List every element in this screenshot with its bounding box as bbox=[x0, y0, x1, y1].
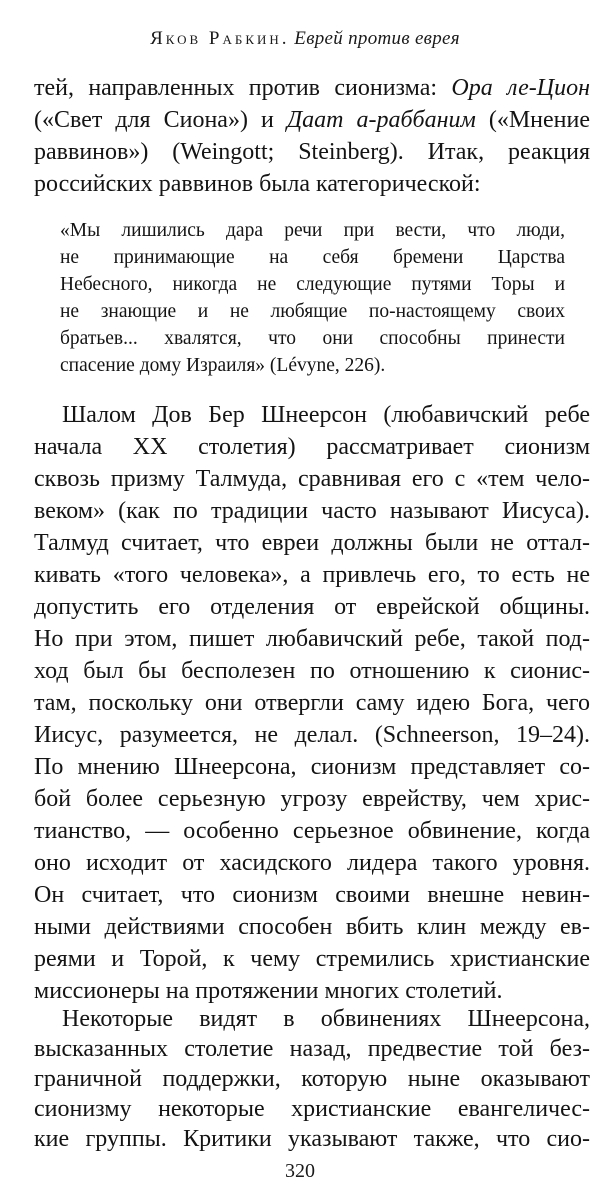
text-line: Иисус, разумеется, не делал. (Schneerson, 19–24). bbox=[34, 722, 590, 748]
text-line: там, поскольку они отвергли саму идею Бога, чего bbox=[34, 690, 590, 716]
italic-title: Даат а-раббаним bbox=[286, 107, 476, 133]
text-line: начала XX столетия) рассматривает сионизм bbox=[34, 434, 590, 460]
quote-line: Небесного, никогда не следующие путями Торы и bbox=[60, 274, 565, 295]
text-line: оно исходит от хасидского лидера такого уровня. bbox=[34, 850, 590, 876]
text-line: ход был бы бесполезен по отношению к сионис- bbox=[34, 658, 590, 684]
italic-title: Ора ле-Цион bbox=[451, 75, 590, 101]
text-line: Но при этом, пишет любавичский ребе, такой под- bbox=[34, 626, 590, 652]
quote-line: спасение дому Израиля» (Lévyne, 226). bbox=[60, 355, 386, 376]
running-head bbox=[26, 26, 584, 52]
text-line: миссионеры на протяжении многих столетий. bbox=[34, 978, 503, 1004]
page-number: 320 bbox=[285, 1160, 315, 1182]
text-line: кие группы. Критики указывают также, что сио- bbox=[34, 1126, 590, 1152]
text-line: допустить его отделения от еврейской общины. bbox=[34, 594, 590, 620]
text-line: сквозь призму Талмуда, сравнивая его с «тем чело- bbox=[34, 466, 590, 492]
text-line: («Свет для Сиона») и Даат а-раббаним («Мнение bbox=[34, 107, 590, 133]
text-line: российских раввинов была категорической: bbox=[34, 171, 481, 197]
text-line: тианство, — особенно серьезное обвинение, когда bbox=[34, 818, 590, 844]
quote-line: «Мы лишились дара речи при вести, что люди, bbox=[60, 220, 565, 241]
quote-line: братьев... хвалятся, что они способны принести bbox=[60, 328, 565, 349]
text-line: Некоторые видят в обвинениях Шнеерсона, bbox=[62, 1006, 590, 1032]
text-line: сионизму некоторые христианские евангеличес- bbox=[34, 1096, 590, 1122]
text-line: высказанных столетие назад, предвестие той без- bbox=[34, 1036, 590, 1062]
text-line: кивать «того человека», а привлечь его, то есть не bbox=[34, 562, 590, 588]
header-title: Еврей против еврея bbox=[294, 28, 460, 49]
text-line: ными действиями способен вбить клин между ев- bbox=[34, 914, 590, 940]
text-line: Талмуд считает, что евреи должны были не оттал- bbox=[34, 530, 590, 556]
text-line: По мнению Шнеерсона, сионизм представляет со- bbox=[34, 754, 590, 780]
text-line: раввинов») (Weingott; Steinberg). Итак, реакция bbox=[34, 139, 590, 165]
text-line: Он считает, что сионизм своими внешне невин- bbox=[34, 882, 590, 908]
header-author: Яков Рабкин. bbox=[150, 28, 290, 49]
text-line: Шалом Дов Бер Шнеерсон (любавичский ребе bbox=[62, 402, 590, 428]
text-line: бой более серьезную угрозу еврейству, чем хрис- bbox=[34, 786, 590, 812]
text-line: реями и Торой, к чему стремились христианские bbox=[34, 946, 590, 972]
quote-line: не знающие и не любящие по-настоящему своих bbox=[60, 301, 565, 322]
text-line: веком» (как по традиции часто называют Иисуса). bbox=[34, 498, 590, 524]
quote-line: не принимающие на себя бремени Царства bbox=[60, 247, 565, 268]
text-line: тей, направленных против сионизма: Ора ле-Цион bbox=[34, 75, 590, 101]
text-line: граничной поддержки, которую ныне оказывают bbox=[34, 1066, 590, 1092]
